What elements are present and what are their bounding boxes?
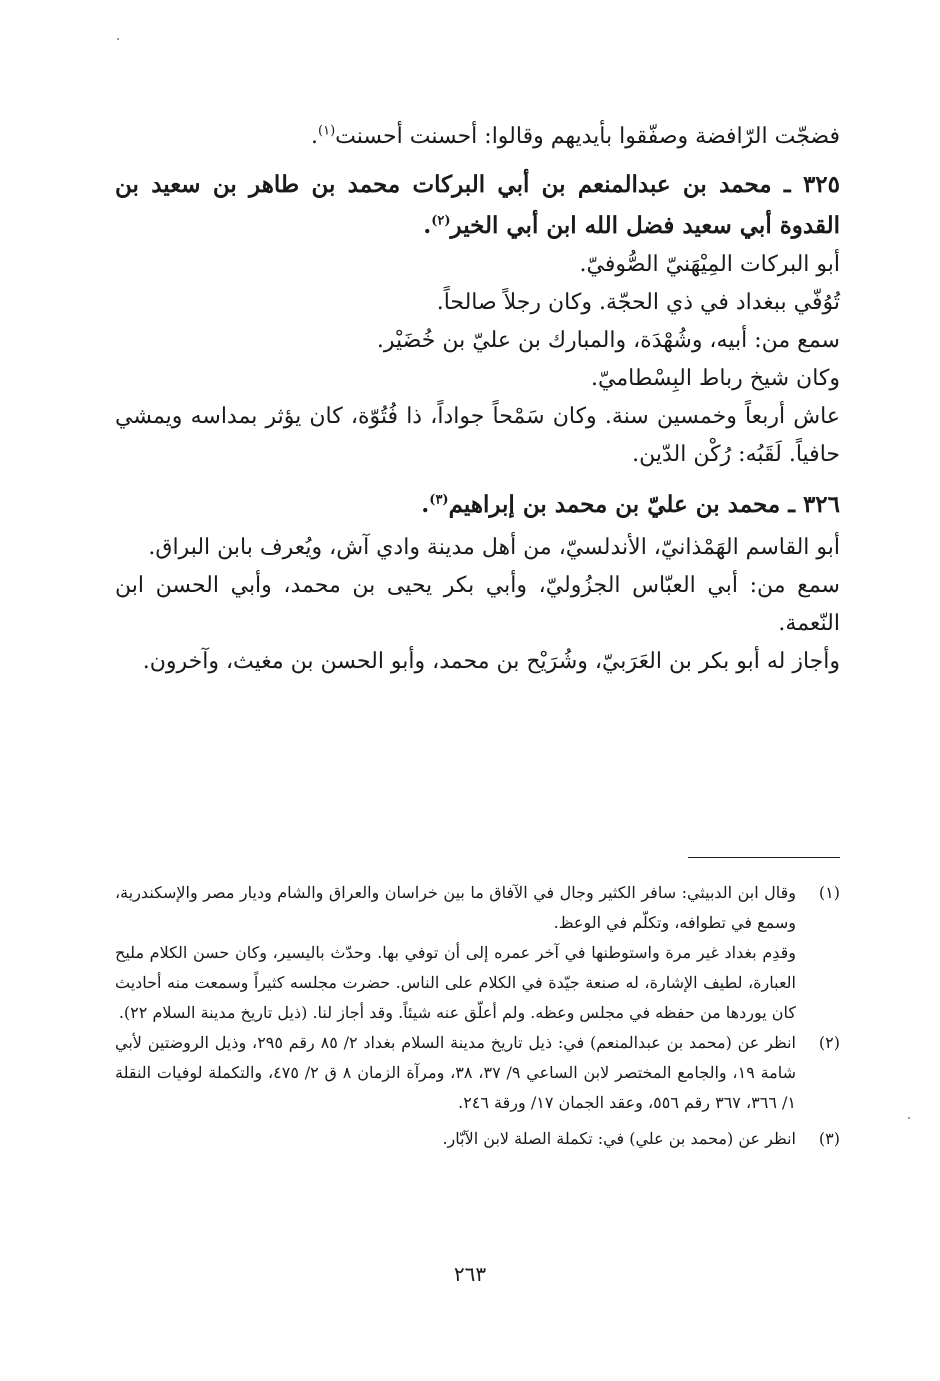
footnotes	[115, 878, 840, 1154]
footnote-2	[115, 1028, 840, 1118]
scan-speck	[117, 38, 119, 40]
entry-325-paragraph: أبو البركات المِيْهَنيّ الصُّوفيّ.	[579, 252, 840, 277]
entry-326-paragraph: سمع من: أبي العبّاس الجزُوليّ، وأبي بكر يحيى بن محمد، وأبي الحسن ابن النّعمة.	[115, 573, 840, 636]
entry-326-paragraph: وأجاز له أبو بكر بن العَرَبيّ، وشُرَيْح بن محمد، وأبو الحسن بن مغيث، وآخرون.	[142, 649, 840, 674]
entry-326-body	[115, 529, 840, 681]
continuation-text: فضجّت الرّافضة وصفّقوا بأيديهم وقالوا: أحسنت أحسنت	[335, 124, 840, 149]
footnote-text: انظر عن (محمد بن عبدالمنعم) في: ذيل تاريخ مدينة السلام بغداد ٢/ ٨٥ رقم ٢٩٥، وذيل الروضتين لأبي شامة ١٩، والجامع المختصر لابن الساعي ٩/ ٣٧، ٣٨، ومرآة الزمان ٨ ق ٢/ ٤٧٥، والتكملة لوفيات النقلة ١/ ٣٦٦، ٣٦٧ رقم ٥٥٦، وعقد الجمان ١٧/ ورقة ٢٤٦.	[115, 1033, 797, 1112]
entry-325-body	[115, 246, 840, 474]
footnote-1	[115, 878, 840, 1028]
page-number: ٢٦٣	[453, 1262, 487, 1286]
entry-325-paragraph: وكان شيخ رباط البِسْطاميّ.	[591, 366, 840, 391]
entry-325-heading: ٣٢٥ ـ محمد بن عبدالمنعم بن أبي البركات محمد بن طاهر بن سعيد بن القدوة أبي سعيد فضل الله ابن أبي الخير$^{(٢)}$.	[115, 171, 840, 239]
footnote-text: وقدِم بغداد غير مرة واستوطنها في آخر عمره إلى أن توفي بها. وحدّث باليسير، وكان حسن الكلام مليح العبارة، لطيف الإشارة، له صنعة جيّدة في الكلام على الناس. حضرت مجلسه كثيراً وسمعت منه أحاديث كان يوردها من حفظه في مجلس وعظه. ولم أعلّق عنه شيئاً. وقد أجاز لنا. (ذيل تاريخ مدينة السلام ٢٢).	[115, 943, 797, 1022]
continuation-line: فضجّت الرّافضة وصفّقوا بأيديهم وقالوا: أحسنت أحسنت$^{(١)}$.	[311, 123, 840, 149]
entry-325-paragraph: عاش أربعاً وخمسين سنة. وكان سَمْحاً جواداً، ذا فُتُوّة، كان يؤثر بمداسه ويمشي حافياً. لَقَبُه: رُكْن الدّين.	[115, 404, 840, 467]
footnote-ref-1[interactable]: (١)	[318, 123, 336, 139]
footnote-separator	[688, 857, 840, 858]
entry-326-paragraph: أبو القاسم الهَمْذانيّ، الأندلسيّ، من أهل مدينة وادي آش، ويُعرف بابن البراق.	[148, 535, 840, 560]
footnote-text: انظر عن (محمد بن علي) في: تكملة الصلة لابن الآبّار.	[442, 1129, 796, 1148]
footnote-ref-3[interactable]: (٣)	[429, 492, 449, 508]
scan-speck	[908, 1117, 910, 1119]
entry-325-paragraph: سمع من: أبيه، وشُهْدَة، والمبارك بن عليّ بن خُضَيْر.	[376, 328, 840, 353]
footnote-number: (٣)	[818, 1129, 840, 1148]
footnote-number: (١)	[818, 883, 840, 902]
main-text	[115, 118, 840, 681]
footnote-number: (٢)	[818, 1033, 840, 1052]
entry-326-heading: ٣٢٦ ـ محمد بن عليّ بن محمد بن إبراهيم$^{(٣)}$.	[421, 491, 840, 518]
footnote-text: وقال ابن الدبيثي: سافر الكثير وجال في الآفاق ما بين خراسان والعراق والشام وديار مصر والإسكندرية، وسمع في تطوافه، وتكلّم في الوعظ.	[115, 883, 796, 932]
entry-325-paragraph: تُوُفّي ببغداد في ذي الحجّة. وكان رجلاً صالحاً.	[436, 290, 840, 315]
footnote-ref-2[interactable]: (٢)	[431, 213, 451, 229]
footnote-3	[115, 1124, 840, 1154]
